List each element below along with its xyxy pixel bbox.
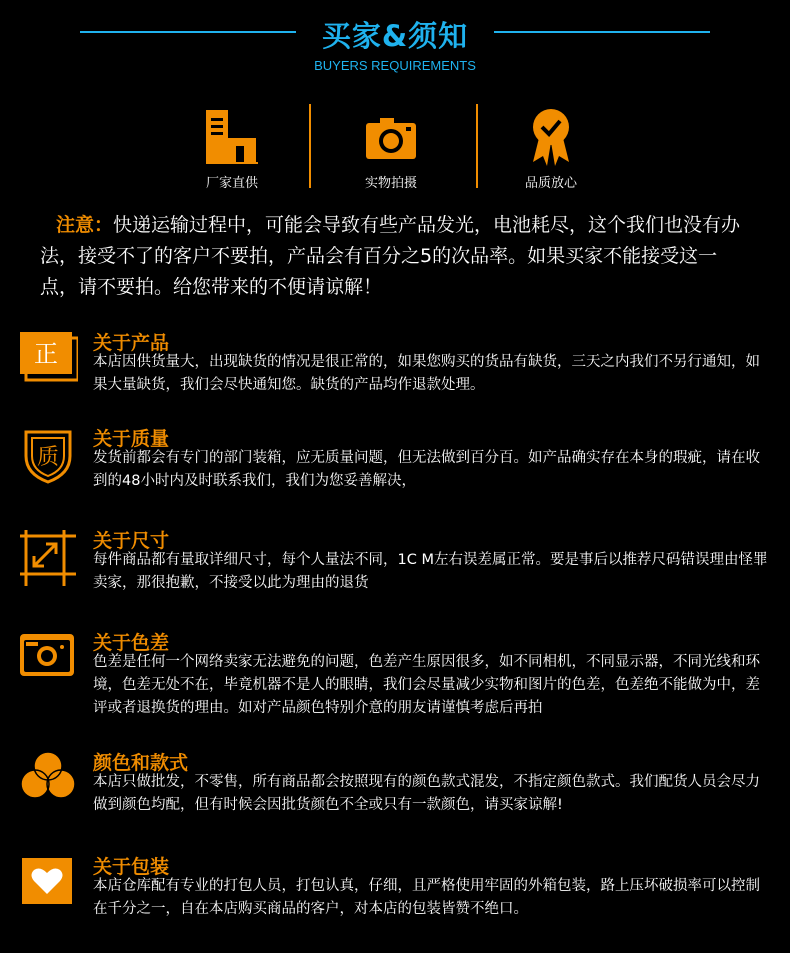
header-right-line	[494, 31, 710, 33]
section-body: 色差是任何一个网络卖家无法避免的问题，色差产生原因很多，如不同相机，不同显示器，不同光线和环境，色差无处不在，毕竟机器不是人的眼睛，我们会尽量减少实物和图片的色差，色差绝不能做为中，差评或者退换货的理由。如对产品颜色特别介意的朋友请谨慎考虑后再拍	[93, 654, 760, 716]
heart-box-icon	[18, 854, 78, 914]
notice-paragraph	[40, 210, 750, 303]
section-title: 关于尺寸	[93, 530, 170, 552]
feature-quality	[471, 104, 631, 190]
camera-icon	[18, 630, 78, 690]
section-title: 关于包装	[93, 856, 170, 878]
quality-shield-icon	[18, 426, 78, 486]
quality-ribbon-icon	[531, 108, 571, 166]
section-title: 关于色差	[93, 632, 170, 654]
notice-lead: 注意：	[56, 214, 114, 236]
section-body: 本店仓库配有专业的打包人员，打包认真，仔细，且严格使用牢固的外箱包装，路上压坏破损率可以控制在千分之一，自在本店购买商品的客户，对本店的包装皆赞不绝口。	[93, 878, 760, 917]
factory-icon	[206, 108, 258, 164]
feature-camera	[311, 104, 471, 190]
section-title: 关于质量	[93, 428, 170, 450]
notice-text: 快递运输过程中，可能会导致有些产品发光，电池耗尽，这个我们也没有办法，接受不了的客户不要拍，产品会有百分之5的次品率。如果买家不能接受这一点，请不要拍。给您带来的不便请谅解！	[40, 214, 741, 298]
section-title: 颜色和款式	[93, 752, 189, 774]
feature-label: 品质放心	[524, 176, 577, 191]
product-square-icon	[18, 330, 78, 390]
color-circles-icon	[18, 750, 78, 810]
section-body: 本店只做批发，不零售，所有商品都会按照现有的颜色款式混发，不指定颜色款式。我们配货人员会尽力做到颜色均配，但有时候会因批货颜色不全或只有一款颜色，请买家谅解!	[93, 774, 760, 813]
icon-glyph: 质	[36, 445, 60, 470]
measure-icon	[18, 528, 78, 588]
page-subtitle: BUYERS REQUIREMENTS	[314, 58, 476, 73]
page-title: 买家&须知	[321, 19, 469, 53]
feature-factory	[152, 104, 312, 190]
section-body: 本店因供货量大，出现缺货的情况是很正常的，如果您购买的货品有缺货，三天之内我们不另行通知，如果大量缺货，我们会尽快通知您。缺货的产品均作退款处理。	[93, 354, 760, 393]
section-body: 发货前都会有专门的部门装箱，应无质量问题，但无法做到百分百。如产品确实存在本身的瑕疵，请在收到的48小时内及时联系我们，我们为您妥善解决，	[93, 450, 760, 489]
camera-icon	[366, 116, 416, 160]
feature-label: 实物拍摄	[364, 176, 417, 191]
feature-row	[0, 104, 790, 190]
feature-label: 厂家直供	[205, 176, 258, 191]
icon-glyph: 正	[34, 340, 58, 368]
section-title: 关于产品	[93, 332, 170, 354]
header	[0, 0, 790, 80]
section-body: 每件商品都有量取详细尺寸，每个人量法不同，1C M左右误差属正常。要是事后以推荐尺码错误理由怪罪卖家，那很抱歉，不接受以此为理由的退货	[93, 552, 768, 591]
header-left-line	[80, 31, 296, 33]
